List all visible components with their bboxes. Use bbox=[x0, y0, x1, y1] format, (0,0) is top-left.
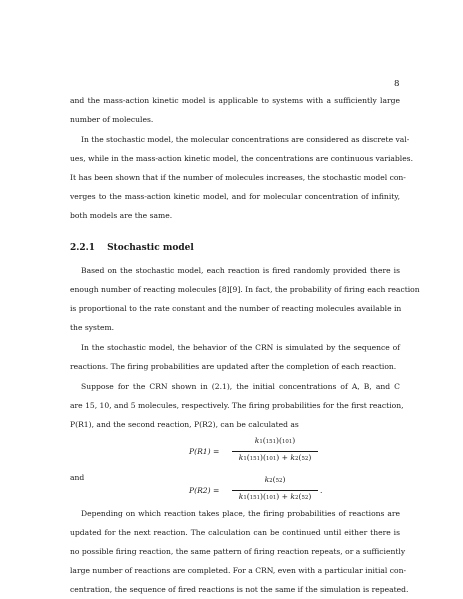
equation-1-fraction-bar bbox=[232, 451, 318, 452]
section-number: 2.2.1 bbox=[70, 243, 96, 253]
text-line: number of molecules. bbox=[70, 115, 154, 124]
text-line: verges to the mass-action kinetic model, and for molecular concentration of infinity, bbox=[70, 192, 400, 201]
text-line: the system. bbox=[70, 323, 115, 332]
equation-2-numerator: k2(52) bbox=[264, 475, 286, 484]
equation-1-numerator: k1(151)(101) bbox=[254, 436, 296, 445]
text-line: and bbox=[70, 473, 85, 482]
text-line: large number of reactions are completed. For a CRN, even with a particular initial con- bbox=[70, 566, 407, 575]
text-line: ues, while in the mass-action kinetic model, the concentrations are continuous variables. bbox=[70, 154, 413, 163]
text-line: is proportional to the rate constant and the number of reacting molecules available in bbox=[70, 304, 402, 313]
text-line: Suppose for the CRN shown in (2.1), the initial concentrations of A, B, and C bbox=[81, 382, 400, 391]
text-line: updated for the next reaction. The calculation can be continued until either there is bbox=[70, 528, 400, 537]
text-line: Depending on which reaction takes place, the firing probabilities of reactions are bbox=[81, 509, 400, 518]
equation-2-lhs: P(R2) = bbox=[189, 486, 220, 495]
text-line: In the stochastic model, the molecular concentrations are considered as discrete val- bbox=[81, 135, 410, 144]
equation-2-fraction-bar bbox=[232, 490, 318, 491]
section-heading bbox=[70, 243, 194, 253]
text-line: are 15, 10, and 5 molecules, respectively. The firing probabilities for the first reaction, bbox=[70, 401, 404, 410]
text-line: and the mass-action kinetic model is applicable to systems with a sufficiently large bbox=[70, 96, 400, 105]
equation-1-lhs: P(R1) = bbox=[189, 447, 220, 456]
text-line: P(R1), and the second reaction, P(R2), can be calculated as bbox=[70, 420, 299, 429]
text-line: reactions. The firing probabilities are updated after the completion of each reaction. bbox=[70, 362, 397, 371]
text-line: Based on the stochastic model, each reaction is fired randomly provided there is bbox=[81, 266, 400, 275]
page-number: 8 bbox=[394, 79, 400, 89]
text-line: enough number of reacting molecules [8][9]. In fact, the probability of firing each reaction bbox=[70, 285, 420, 294]
text-line: In the stochastic model, the behavior of the CRN is simulated by the sequence of bbox=[81, 343, 400, 352]
section-title: Stochastic model bbox=[107, 243, 194, 253]
text-line: both models are the same. bbox=[70, 211, 173, 220]
equation-2-period: . bbox=[320, 486, 323, 495]
text-line: It has been shown that if the number of molecules increases, the stochastic model con- bbox=[70, 173, 406, 182]
text-line: no possible firing reaction, the same pattern of firing reaction repeats, or a sufficiently bbox=[70, 547, 406, 556]
equation-1-denominator: k1(151)(101) + k2(52) bbox=[238, 453, 312, 462]
text-line: centration, the sequence of fired reactions is not the same if the simulation is repeated. bbox=[70, 585, 409, 594]
equation-2-denominator: k1(151)(101) + k2(52) bbox=[238, 492, 312, 501]
